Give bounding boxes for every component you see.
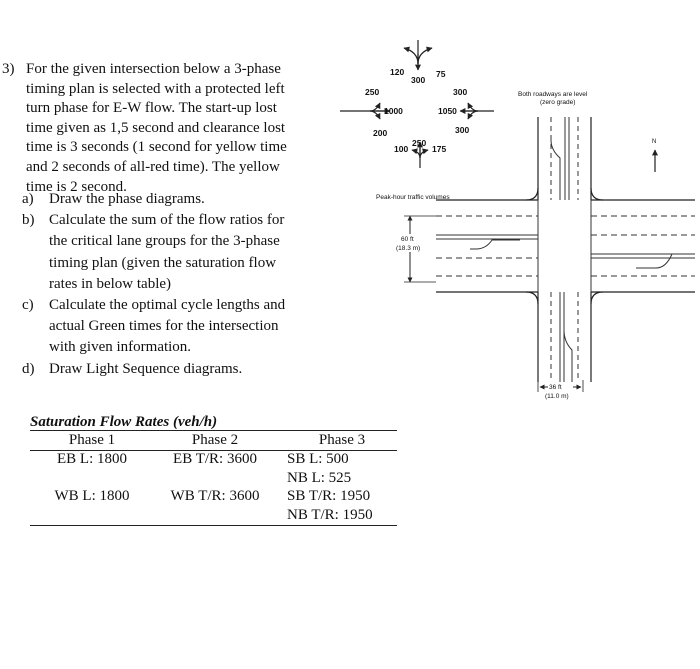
part-line: the critical lane groups for the 3-phase	[49, 233, 280, 250]
vol-north-through: 300	[411, 75, 426, 85]
width-label-ft: 60 ft	[401, 236, 414, 243]
lane-markings	[436, 117, 695, 382]
part-line: actual Green times for the intersection	[49, 318, 279, 335]
north-arrow	[652, 139, 656, 172]
question-line: time is 3 seconds (1 second for yellow time	[26, 139, 287, 156]
question-number: 3)	[2, 61, 15, 77]
grade-note-line2: (zero grade)	[540, 99, 576, 106]
part-label: b)	[22, 212, 35, 229]
grade-note	[518, 91, 588, 106]
question-line: time given as 1,5 second and clearance lost	[26, 119, 286, 136]
part-line: Draw the phase diagrams.	[49, 191, 205, 207]
table-cell: SB L: 500	[287, 451, 349, 467]
vol-west-through: 1000	[384, 106, 403, 116]
vol-east-bottom: 300	[455, 125, 470, 135]
east-approach-arrows	[460, 103, 494, 119]
vol-south-left: 100	[394, 144, 409, 154]
vol-south-right: 175	[432, 144, 447, 154]
table-cell: WB L: 1800	[54, 488, 130, 504]
part-line: rates in below table)	[49, 275, 172, 292]
table-cell: WB T/R: 3600	[170, 488, 260, 504]
dimension-ew-road	[396, 216, 436, 282]
volume-diagram	[340, 40, 494, 168]
width-label-ft-2: 36 ft	[549, 384, 562, 391]
part-line: timing plan (given the saturation flow	[49, 254, 277, 271]
west-approach-arrows	[340, 103, 390, 119]
vol-east-top: 300	[453, 87, 468, 97]
vol-east-through: 1050	[438, 106, 457, 116]
part-line: with given information.	[49, 339, 192, 356]
question-line: time is 2 second.	[26, 178, 127, 195]
table-header: Phase 3	[276, 431, 397, 451]
north-label: N	[652, 139, 657, 145]
table-header: Phase 2	[154, 431, 276, 451]
vol-west-bottom: 200	[373, 128, 388, 138]
north-approach-arrows	[404, 40, 432, 70]
part-line: Calculate the optimal cycle lengths and	[49, 297, 286, 314]
volume-caption: Peak-hour traffic volumes	[376, 194, 450, 201]
table-header: Phase 1	[30, 431, 154, 451]
vol-north-right: 75	[436, 69, 446, 79]
table-cell: EB T/R: 3600	[173, 451, 257, 467]
vol-west-top: 250	[365, 87, 380, 97]
grade-note-line1: Both roadways are level	[518, 91, 588, 98]
table-cell: EB L: 1800	[57, 451, 127, 467]
question-line: turn phase for E-W flow. The start-up lost	[26, 100, 277, 117]
part-label: d)	[22, 360, 35, 377]
question-line: For the given intersection below a 3-phase	[26, 61, 281, 77]
table-cell: NB T/R: 1950	[276, 507, 397, 526]
table-cell: NB L: 525	[287, 469, 352, 486]
table-cell: SB T/R: 1950	[287, 488, 371, 504]
vol-north-left: 120	[390, 67, 405, 77]
part-label: c)	[22, 297, 34, 314]
question-line: and 2 seconds of all-red time). The yellow	[26, 158, 280, 175]
part-label: a)	[22, 191, 34, 207]
width-label-m-2: (11.0 m)	[545, 393, 569, 400]
question-line: timing plan is selected with a protected left	[26, 80, 285, 97]
width-label-m: (18.3 m)	[396, 245, 421, 252]
part-line: Calculate the sum of the flow ratios for	[49, 212, 285, 229]
table-title: Saturation Flow Rates (veh/h)	[30, 414, 218, 430]
vol-south-through: 250	[412, 138, 427, 148]
part-line: Draw Light Sequence diagrams.	[49, 360, 243, 377]
dimension-ns-road	[538, 380, 583, 400]
